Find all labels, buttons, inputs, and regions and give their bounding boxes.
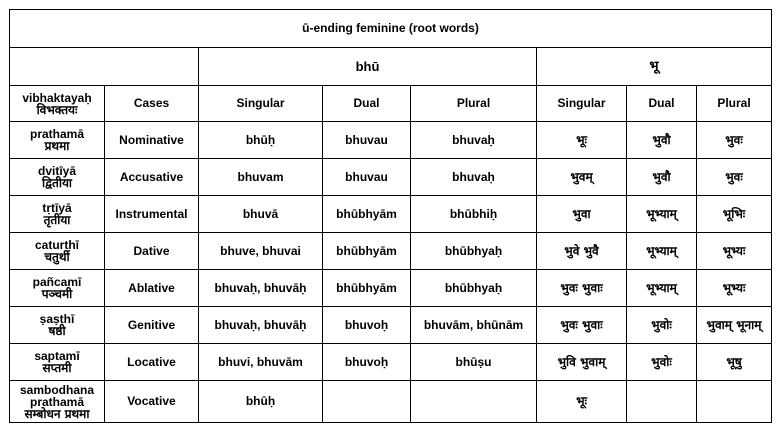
- form-cell: bhuvaḥ: [411, 159, 537, 196]
- vibhakti-latin: saptamī: [34, 349, 80, 363]
- form-cell: भुवम्: [537, 159, 627, 196]
- vibhakti-devanagari: पञ्चमी: [41, 287, 73, 301]
- form-cell: bhuvaḥ, bhuvāḥ: [199, 270, 323, 307]
- declension-table-container: [9, 9, 772, 423]
- title-row: [10, 10, 772, 48]
- vibhakti-cell: [10, 233, 105, 270]
- vibhakti-cell: [10, 159, 105, 196]
- vibhakti-devanagari: प्रथमा: [44, 139, 70, 153]
- table-row: [10, 196, 772, 233]
- form-cell: bhuvā: [199, 196, 323, 233]
- form-cell: bhuvau: [323, 122, 411, 159]
- vibhakti-devanagari: सम्बोधन प्रथमा: [24, 406, 90, 421]
- table-title: ū-ending feminine (root words): [10, 10, 772, 48]
- table-row: [10, 159, 772, 196]
- vibhakti-cell: [10, 122, 105, 159]
- form-cell: भूः: [537, 122, 627, 159]
- group-latin: bhū: [199, 48, 537, 86]
- vibhakti-devanagari: षष्ठी: [48, 324, 66, 338]
- vibhakti-devanagari: तृतीया: [43, 213, 71, 227]
- vibhakti-latin: ṣaṣṭhī: [39, 312, 75, 326]
- form-cell: bhuvoḥ: [323, 344, 411, 381]
- form-cell: bhūbhyām: [323, 270, 411, 307]
- form-cell: भुवे भुवै: [537, 233, 627, 270]
- vibhakti-cell: [10, 270, 105, 307]
- header-col: Dual: [323, 86, 411, 122]
- form-cell: [627, 381, 697, 423]
- form-cell: [411, 381, 537, 423]
- header-col: Plural: [697, 86, 772, 122]
- case-cell: Nominative: [105, 122, 199, 159]
- form-cell: भूभ्यः: [697, 233, 772, 270]
- case-cell: Instrumental: [105, 196, 199, 233]
- header-col: Singular: [537, 86, 627, 122]
- form-cell: bhūbhiḥ: [411, 196, 537, 233]
- form-cell: bhuvaḥ, bhuvāḥ: [199, 307, 323, 344]
- form-cell: भूः: [537, 381, 627, 423]
- case-cell: Ablative: [105, 270, 199, 307]
- form-cell: bhuvam: [199, 159, 323, 196]
- header-col: Dual: [627, 86, 697, 122]
- group-row: [10, 48, 772, 86]
- form-cell: भुवा: [537, 196, 627, 233]
- case-cell: Genitive: [105, 307, 199, 344]
- form-cell: bhuvi, bhuvām: [199, 344, 323, 381]
- form-cell: bhūbhyaḥ: [411, 270, 537, 307]
- group-empty-cell: [10, 48, 199, 86]
- form-cell: [323, 381, 411, 423]
- form-cell: भुवि भुवाम्: [537, 344, 627, 381]
- form-cell: bhūṣu: [411, 344, 537, 381]
- form-cell: bhūbhyaḥ: [411, 233, 537, 270]
- vibhakti-devanagari: द्वितीया: [41, 176, 73, 190]
- form-cell: भुवौ: [627, 122, 697, 159]
- form-cell: bhuvau: [323, 159, 411, 196]
- case-cell: Accusative: [105, 159, 199, 196]
- group-devanagari: भू: [537, 48, 772, 86]
- header-vibhakti: [10, 86, 105, 122]
- form-cell: भूषु: [697, 344, 772, 381]
- form-cell: bhuve, bhuvai: [199, 233, 323, 270]
- vibhakti-cell: [10, 381, 105, 423]
- vibhakti-latin: dvitīyā: [37, 164, 76, 178]
- form-cell: भूभ्यः: [697, 270, 772, 307]
- form-cell: भुवोः: [627, 307, 697, 344]
- form-cell: भुवाम् भूनाम्: [697, 307, 772, 344]
- table-row: [10, 381, 772, 423]
- form-cell: भुवः भुवाः: [537, 307, 627, 344]
- vibhakti-latin: pañcamī: [32, 275, 82, 289]
- header-vibhakti-devanagari: विभक्तयः: [36, 102, 78, 117]
- vibhakti-devanagari: चतुर्थी: [44, 250, 70, 264]
- form-cell: भूभ्याम्: [627, 270, 697, 307]
- form-cell: भुवौ: [627, 159, 697, 196]
- form-cell: bhuvām, bhūnām: [411, 307, 537, 344]
- form-cell: [697, 381, 772, 423]
- header-cases: Cases: [105, 86, 199, 122]
- case-cell: Locative: [105, 344, 199, 381]
- form-cell: bhūbhyām: [323, 233, 411, 270]
- table-row: [10, 122, 772, 159]
- declension-table: [9, 9, 772, 423]
- vibhakti-latin: tṛtīyā: [42, 201, 72, 215]
- vibhakti-latin: prathamā: [29, 127, 85, 141]
- form-cell: bhuvaḥ: [411, 122, 537, 159]
- vibhakti-cell: [10, 196, 105, 233]
- form-cell: bhūḥ: [199, 381, 323, 423]
- vibhakti-latin: caturthī: [34, 238, 79, 252]
- form-cell: bhuvoḥ: [323, 307, 411, 344]
- form-cell: भुवः: [697, 122, 772, 159]
- header-col: Plural: [411, 86, 537, 122]
- form-cell: bhūḥ: [199, 122, 323, 159]
- form-cell: भुवः: [697, 159, 772, 196]
- vibhakti-devanagari: सप्तमी: [42, 361, 72, 375]
- header-row: [10, 86, 772, 122]
- table-row: [10, 307, 772, 344]
- form-cell: भूभ्याम्: [627, 196, 697, 233]
- header-col: Singular: [199, 86, 323, 122]
- header-vibhakti-latin: vibhaktayaḥ: [22, 90, 92, 105]
- form-cell: भूभ्याम्: [627, 233, 697, 270]
- table-row: [10, 344, 772, 381]
- vibhakti-cell: [10, 307, 105, 344]
- table-row: [10, 233, 772, 270]
- form-cell: भूभिः: [697, 196, 772, 233]
- case-cell: Vocative: [105, 381, 199, 423]
- table-row: [10, 270, 772, 307]
- case-cell: Dative: [105, 233, 199, 270]
- vibhakti-latin: prathamā: [29, 394, 85, 409]
- form-cell: bhūbhyām: [323, 196, 411, 233]
- form-cell: भुवोः: [627, 344, 697, 381]
- vibhakti-latin: sambodhana: [19, 382, 94, 397]
- vibhakti-cell: [10, 344, 105, 381]
- form-cell: भुवः भुवाः: [537, 270, 627, 307]
